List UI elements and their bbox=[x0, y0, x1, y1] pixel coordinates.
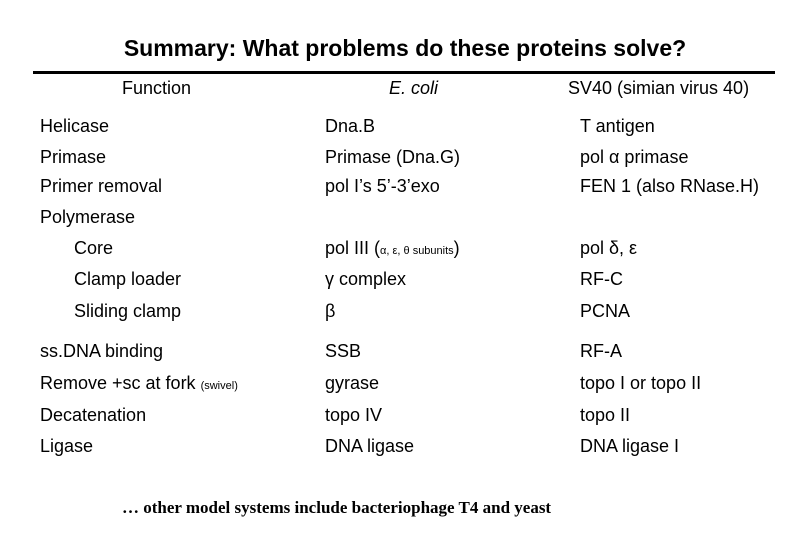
function-cell: Primase bbox=[40, 147, 107, 167]
ecoli-cell: β bbox=[325, 301, 336, 321]
function-cell: Clamp loader bbox=[74, 269, 182, 289]
ecoli-cell: DNA ligase bbox=[325, 436, 415, 456]
sv40-cell: pol α primase bbox=[580, 147, 689, 167]
ecoli-cell bbox=[325, 238, 460, 259]
sv40-cell: RF-A bbox=[580, 341, 622, 361]
sv40-cell: FEN 1 (also RNase.H) bbox=[580, 176, 760, 196]
sv40-cell: RF-C bbox=[580, 269, 623, 289]
sv40-cell: pol δ, ε bbox=[580, 238, 638, 258]
header-rule bbox=[33, 71, 775, 74]
function-cell: Decatenation bbox=[40, 405, 147, 425]
ecoli-cell-main: pol III ( bbox=[325, 238, 381, 258]
function-cell: Sliding clamp bbox=[74, 301, 182, 321]
ecoli-cell: Primase (Dna.G) bbox=[325, 147, 461, 167]
ecoli-cell: pol I’s 5’-3’exo bbox=[325, 176, 440, 196]
sv40-cell: DNA ligase I bbox=[580, 436, 680, 456]
ecoli-cell: gyrase bbox=[325, 373, 380, 393]
function-cell: Helicase bbox=[40, 116, 110, 136]
ecoli-cell: Dna.B bbox=[325, 116, 376, 136]
sv40-cell: topo II bbox=[580, 405, 631, 425]
ecoli-cell: γ complex bbox=[325, 269, 407, 289]
header-function: Function bbox=[122, 78, 192, 98]
function-cell: Polymerase bbox=[40, 207, 136, 227]
header-ecoli: E. coli bbox=[389, 78, 439, 98]
sv40-cell: topo I or topo II bbox=[580, 373, 702, 393]
function-cell: Core bbox=[74, 238, 114, 258]
ecoli-cell: topo IV bbox=[325, 405, 383, 425]
function-cell: ss.DNA binding bbox=[40, 341, 164, 361]
function-cell bbox=[40, 373, 238, 394]
ecoli-cell: SSB bbox=[325, 341, 362, 361]
function-cell: Primer removal bbox=[40, 176, 163, 196]
function-cell-note: (swivel) bbox=[200, 380, 238, 392]
ecoli-cell-close: ) bbox=[453, 238, 460, 258]
header-sv40: SV40 (simian virus 40) bbox=[568, 78, 750, 98]
ecoli-cell-subunits: α, ε, θ subunits bbox=[380, 245, 454, 257]
function-cell: Ligase bbox=[40, 436, 94, 456]
sv40-cell: T antigen bbox=[580, 116, 655, 136]
sv40-cell: PCNA bbox=[580, 301, 631, 321]
function-cell-main: Remove +sc at fork bbox=[40, 373, 196, 393]
slide-title: Summary: What problems do these proteins solve? bbox=[123, 35, 687, 61]
footer-note: … other model systems include bacteriophage T4 and yeast bbox=[122, 498, 552, 517]
